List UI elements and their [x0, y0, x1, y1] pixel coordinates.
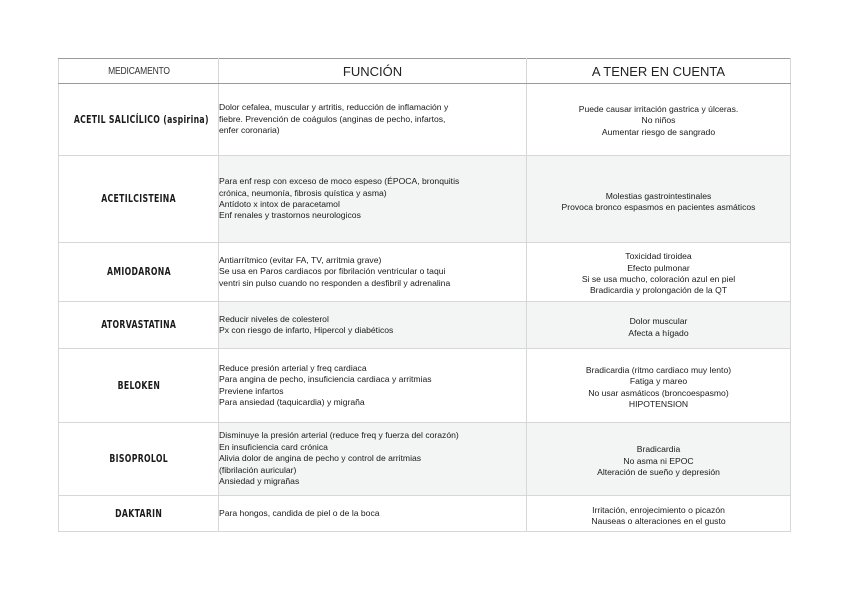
- header-a-tener-en-cuenta: A TENER EN CUENTA: [527, 59, 791, 84]
- nota-cell: [527, 349, 791, 423]
- nota-line: Aumentar riesgo de sangrado: [601, 126, 716, 137]
- funcion-line: Reduce presión arterial y freq cardiaca: [219, 362, 367, 373]
- nota-line: No niños: [641, 115, 676, 126]
- drug-name: DAKTARIN: [115, 507, 162, 520]
- nota-line: Bradicardia (ritmo cardiaco muy lento): [585, 364, 732, 375]
- drug-name: ACETIL SALICÍLICO (aspirina): [73, 113, 209, 126]
- nota-line: Alteración de sueño y depresión: [597, 467, 720, 478]
- table-row: [59, 243, 791, 302]
- nota-cell: [527, 84, 791, 156]
- funcion-cell: [219, 496, 527, 532]
- funcion-line: Para angina de pecho, insuficiencia cardiaca y arritmias: [219, 374, 432, 385]
- funcion-line: ventri sin pulso cuando no responden a desfibril y adrenalina: [219, 277, 451, 288]
- nota-line: Nauseas o alteraciones en el gusto: [591, 516, 726, 526]
- nota-cell: [527, 496, 791, 532]
- header-funcion: FUNCIÓN: [219, 59, 527, 84]
- funcion-line: (fibrilación auricular): [219, 464, 297, 475]
- drug-name: ATORVASTATINA: [100, 319, 177, 331]
- drug-name: BISOPROLOL: [109, 453, 168, 465]
- nota-line: HIPOTENSION: [628, 398, 689, 409]
- nota-line: No usar asmáticos (broncoespasmo): [588, 387, 729, 398]
- medication-table: [58, 58, 791, 532]
- funcion-line: Se usa en Paros cardiacos por fibrilación ventricular o taqui: [219, 266, 446, 277]
- funcion-cell: [219, 84, 527, 156]
- funcion-line: crónica, neumonía, fibrosis quística y asma): [219, 187, 387, 198]
- drug-name: BELOKEN: [117, 379, 160, 392]
- funcion-line: Para enf resp con exceso de moco espeso (ÉPOCA, bronquitis: [219, 176, 460, 187]
- table-row: [59, 423, 791, 496]
- nota-line: Efecto pulmonar: [627, 262, 690, 273]
- funcion-line: Dolor cefalea, muscular y artritis, reducción de inflamación y: [219, 102, 449, 113]
- funcion-cell: [219, 302, 527, 349]
- funcion-cell: [219, 243, 527, 302]
- table-row: [59, 302, 791, 349]
- nota-line: Afecta a hígado: [628, 327, 689, 338]
- table-row: [59, 84, 791, 156]
- table-row: [59, 496, 791, 532]
- table-header-row: [59, 59, 791, 84]
- drug-name: AMIODARONA: [106, 266, 171, 278]
- funcion-line: Alivia dolor de angina de pecho y control de arritmias: [219, 453, 422, 464]
- funcion-line: Antiarrítmico (evitar FA, TV, arritmia grave): [219, 254, 382, 265]
- drug-name-cell: [59, 302, 219, 349]
- drug-name: ACETILCISTEINA: [101, 193, 176, 205]
- nota-line: Bradicardia: [636, 444, 681, 455]
- nota-line: No asma ni EPOC: [623, 455, 694, 466]
- funcion-line: Enf renales y trastornos neurologicos: [219, 210, 361, 221]
- table-row: [59, 349, 791, 423]
- funcion-line: Px con riesgo de infarto, Hipercol y diabéticos: [219, 325, 394, 335]
- nota-line: Provoca bronco espasmos en pacientes asmáticos: [561, 202, 756, 212]
- drug-name-cell: [59, 496, 219, 532]
- nota-line: Toxicidad tiroidea: [625, 251, 692, 262]
- nota-cell: [527, 156, 791, 243]
- funcion-line: fiebre. Prevención de coágulos (anginas de pecho, infartos,: [219, 113, 446, 124]
- header-medicamento: MEDICAMENTO: [71, 59, 207, 84]
- drug-name-cell: [59, 84, 219, 156]
- nota-cell: [527, 243, 791, 302]
- drug-name-cell: [59, 243, 219, 302]
- nota-line: Irritación, enrojecimiento o picazón: [592, 504, 725, 515]
- funcion-line: En insuficiencia card crónica: [219, 441, 328, 452]
- funcion-line: Previene infartos: [219, 385, 284, 396]
- funcion-line: Reducir niveles de colesterol: [219, 313, 329, 324]
- nota-line: Bradicardia y prolongación de la QT: [589, 285, 728, 296]
- nota-line: Puede causar irritación gastrica y úlceras.: [578, 103, 739, 114]
- funcion-line: Ansiedad y migrañas: [219, 476, 300, 487]
- funcion-line: Antídoto x intox de paracetamol: [219, 199, 340, 209]
- nota-line: Si se usa mucho, coloración azul en piel: [581, 274, 736, 284]
- funcion-cell: [219, 156, 527, 243]
- table-row: [59, 156, 791, 243]
- funcion-cell: [219, 423, 527, 496]
- drug-name-cell: [59, 423, 219, 496]
- nota-line: Dolor muscular: [629, 316, 688, 327]
- nota-line: Fatiga y mareo: [629, 376, 688, 387]
- funcion-line: Disminuye la presión arterial (reduce freq y fuerza del corazón): [219, 430, 459, 441]
- funcion-line: enfer coronaria): [219, 125, 280, 136]
- nota-cell: [527, 302, 791, 349]
- drug-name-cell: [59, 156, 219, 243]
- funcion-line: Para hongos, candida de piel o de la boca: [219, 507, 380, 518]
- funcion-cell: [219, 349, 527, 423]
- funcion-line: Para ansiedad (taquicardia) y migraña: [219, 396, 365, 407]
- drug-name-cell: [59, 349, 219, 423]
- nota-line: Molestias gastrointestinales: [605, 190, 712, 201]
- nota-cell: [527, 423, 791, 496]
